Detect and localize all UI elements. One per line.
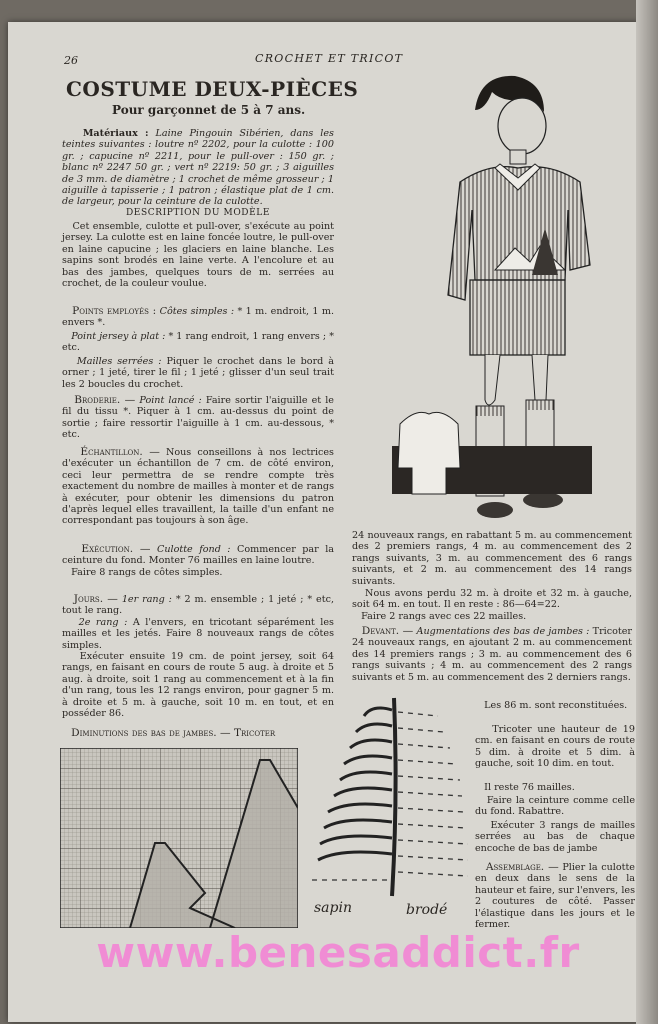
article-subtitle: Pour garçonnet de 5 à 7 ans. [112, 103, 306, 117]
execution-paragraph: Exécution. — Culotte fond : Commencer par la ceinture du fond. Monter 76 mailles en laine loutre. Faire 8 rangs de côtes simples. [62, 543, 334, 578]
column2-paragraph-2: Nous avons perdu 32 m. à droite et 32 m. à gauche, soit 64 m. en tout. Il en reste : 86—64=22. Faire 2 rangs avec ces 22 mailles. [352, 588, 632, 622]
column3-paragraph-5: Exécuter 3 rangs de mailles serrées au bas de chaque encoche de bas de jambe [475, 820, 635, 854]
next-page-edge [636, 0, 658, 1024]
devant-paragraph: Devant. — Augmentations des bas de jambes : Tricoter 24 nouveaux rangs, en ajoutant 2 m. au commencement des 14 premiers rangs ; 3 m. au commencement des 6 rangs suivants ; 4 m. au commencement des 2 rangs suivants et 5 m. au commencement des 2 derniers rangs. [352, 625, 632, 683]
jersey-paragraph: Point jersey à plat : * 1 rang endroit, 1 rang envers ; * etc. [62, 331, 334, 354]
mailles-serrees-paragraph: Mailles serrées : Piquer le crochet dans le bord à orner ; 1 jeté, tirer le fil ; 1 jeté ; glisser d'un seul trait les 2 boucles du crochet. [62, 356, 334, 390]
column2-paragraph-1: 24 nouveaux rangs, en rabattant 5 m. au commencement des 2 premiers rangs, 4 m. au commencement des 2 rangs suivants, 3 m. au commencement des 6 rangs suivants, et 2 m. au commencement des 14 rangs suivants. [352, 530, 632, 587]
knitting-chart-grid [60, 748, 298, 928]
caption-sapin: sapin [314, 900, 352, 916]
description-paragraph: Cet ensemble, culotte et pull-over, s'exécute au point jersey. La culotte est en laine foncée loutre, le pull-over en laine capucine ; les glaciers en laine blanche. Les sapins sont brodés en laine verte. A l'encolure et au bas des jambes, quelques tours de m. serrées au crochet, de la couleur voulue. [62, 221, 334, 290]
column3-paragraph-4: Faire la ceinture comme celle du fond. Rabattre. [475, 795, 635, 818]
column3-paragraph-3: Il reste 76 mailles. [484, 782, 575, 793]
article-title: COSTUME DEUX-PIÈCES [66, 77, 359, 101]
points-employes-paragraph: Points employés : Côtes simples : * 1 m. endroit, 1 m. envers *. [62, 305, 334, 329]
column3-paragraph-2: Tricoter une hauteur de 19 cm. en faisant en cours de route 5 dim. à droite et 5 dim. à gauche, soit 10 dim. en tout. [475, 724, 635, 770]
diminutions-line: Diminutions des bas de jambes. — Tricoter [71, 727, 276, 739]
embroidered-fir-tree [312, 696, 472, 916]
column3-paragraph-1: Les 86 m. sont reconstituées. [484, 700, 628, 711]
broderie-paragraph: Broderie. — Point lancé : Faire sortir l'aiguille et le fil du tissu *. Piquer à 1 cm. au-dessus du point de sortie ; faire ressortir l'aiguille à 1 cm. au-dessous, * etc. [62, 394, 334, 441]
assemblage-paragraph: Assemblage. — Plier la culotte en deux dans le sens de la hauteur et faire, sur l'envers, les 2 coutures de côté. Passer l'élastique dans les jours et le fermer. [475, 861, 635, 931]
caption-brode: brodé [406, 902, 448, 918]
site-watermark: www.benesaddict.fr [96, 928, 580, 977]
echantillon-paragraph: Échantillon. — Nous conseillons à nos lectrices d'exécuter un échantillon de 7 cm. de côté environ, ceci leur permettra de se rendre compte très exactement du nombre de mailles à monter et de rangs à exécuter, pour obtenir les dimensions du patron d'après lequel elles travaillent, la taille d'un enfant ne correspondant pas toujours à son âge. [62, 446, 334, 527]
jours-paragraph: Jours. — 1er rang : * 2 m. ensemble ; 1 jeté ; * etc, tout le rang. 2e rang : A l'envers, en tricotant séparément les mailles et les jetés. Faire 8 nouveaux rangs de côtes simples. Exécuter ensuite 19 cm. de point jersey, soit 64 rangs, en faisant en cours de route 5 aug. à droite et 5 aug. à droite, soit 1 rang au commencement et à la fin d'un rang, tous les 12 rangs environ, pour gagner 5 m. à droite et 5 m. à gauche, soit 10 m. en tout, et en posséder 86. [62, 593, 335, 720]
pullover-sketch [396, 404, 462, 498]
description-heading: DESCRIPTION DU MODÈLE [125, 208, 271, 218]
page-number: 26 [64, 54, 78, 67]
running-title: CROCHET ET TRICOT [255, 52, 404, 65]
materials-paragraph: Matériaux : Laine Pingouin Sibérien, dans les teintes suivantes : loutre nº 2202, pour la culotte : 100 gr. ; capucine nº 2211, pour le pull-over : 150 gr. ; blanc nº 2247 50 gr. ; vert nº 2219: 50 gr. ; 3 aiguilles de 3 mm. de diamètre ; 1 crochet de même grosseur ; 1 aiguille à tapisserie ; 1 patron ; élastique plat de 1 cm. de largeur, pour la ceinture de la culotte. [62, 128, 334, 208]
